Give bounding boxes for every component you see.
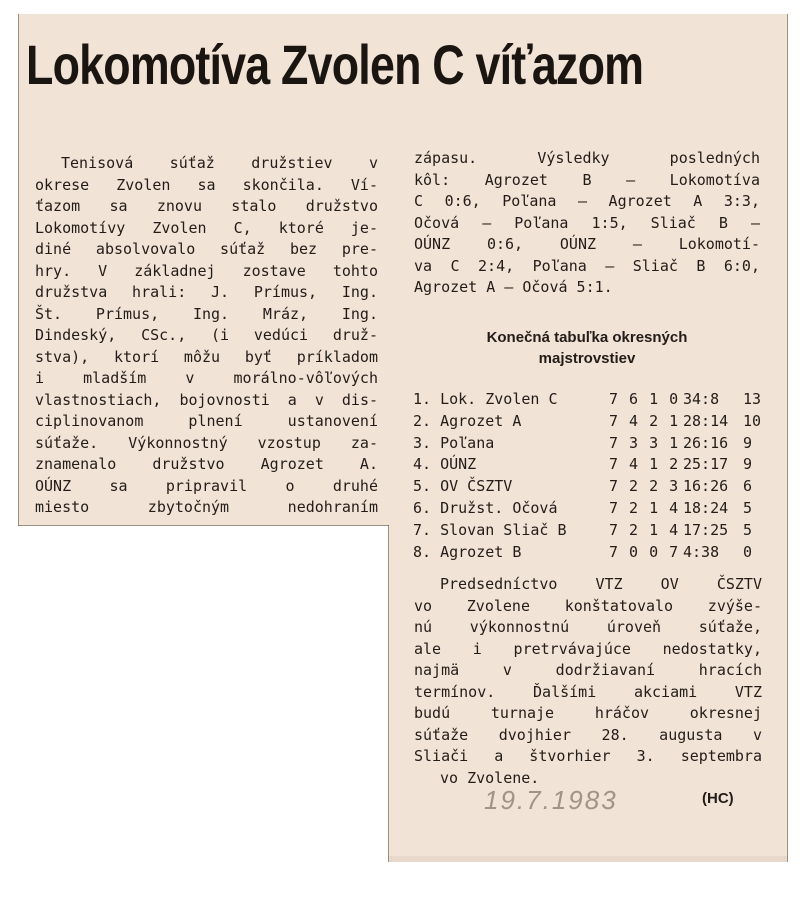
team-name: 1. Lok. Zvolen C xyxy=(413,390,558,408)
text-line: znamenalo družstvo Agrozet A. xyxy=(35,455,378,473)
points: 5 xyxy=(743,520,753,539)
cut-edge-left xyxy=(18,14,19,526)
author-signature: (HC) xyxy=(702,790,734,807)
match-record: 7 2 1 4 xyxy=(609,520,680,539)
team-name: 7. Slovan Sliač B xyxy=(413,520,567,539)
points: 9 xyxy=(743,433,753,452)
text-line: súťaže dvojhier 28. augusta v xyxy=(414,725,762,744)
match-record: 7 4 1 2 xyxy=(609,455,680,474)
text-line: OÚNZ sa pripravil o druhé xyxy=(35,476,378,495)
text-line: diné absolvovalo súťaž bez pre- xyxy=(35,240,378,258)
points: 13 xyxy=(743,390,762,408)
team-name: 3. Poľana xyxy=(413,433,495,452)
article-headline: Lokomotíva Zvolen C víťazom xyxy=(26,33,644,96)
set-score: 25:17 xyxy=(683,455,729,474)
text-line: kôl: Agrozet B — Lokomotíva xyxy=(414,170,760,189)
text-line: ale i pretrvávajúce nedostatky, xyxy=(414,639,762,658)
table-row xyxy=(413,476,773,498)
text-line: Tenisová súťaž družstiev v xyxy=(61,154,378,172)
team-name: 4. OÚNZ xyxy=(413,455,477,474)
text-line: Očová — Poľana 1:5, Sliač B — xyxy=(414,213,760,232)
text-line: va C 2:4, Poľana — Sliač B 6:0, xyxy=(414,256,760,275)
table-row xyxy=(413,498,773,520)
text-line: vo Zvolene. xyxy=(440,768,540,787)
team-name: 2. Agrozet A xyxy=(413,411,522,430)
cut-edge-inner xyxy=(388,525,389,862)
set-score: 26:16 xyxy=(683,433,729,452)
points: 5 xyxy=(743,498,753,517)
text-line: Predsedníctvo VTZ OV ČSZTV xyxy=(440,575,762,593)
set-score: 18:24 xyxy=(683,498,729,517)
text-line: Dindeský, CSc., (i vedúci druž- xyxy=(35,326,378,344)
text-line: Št. Prímus, Ing. Mráz, Ing. xyxy=(35,304,378,323)
text-line: okrese Zvolen sa skončila. Ví- xyxy=(35,175,378,194)
set-score: 34:8 xyxy=(683,390,720,408)
text-line: termínov. Ďalšími akciami VTZ xyxy=(414,682,762,701)
text-line: súťaže. Výkonnostný vzostup za- xyxy=(35,433,378,452)
team-name: 5. OV ČSZTV xyxy=(413,477,513,496)
text-line: budú turnaje hráčov okresnej xyxy=(414,704,762,722)
points: 10 xyxy=(743,411,762,430)
text-line: stva), ktorí môžu byť príkladom xyxy=(35,347,378,366)
text-line: zápasu. Výsledky posledných xyxy=(414,149,760,167)
points: 6 xyxy=(743,477,753,496)
cut-edge-step xyxy=(18,525,389,526)
standings-table xyxy=(413,389,773,563)
match-record: 7 3 3 1 xyxy=(609,433,680,452)
match-record: 7 2 2 3 xyxy=(609,477,680,496)
set-score: 4:38 xyxy=(683,542,720,561)
match-record: 7 0 0 7 xyxy=(609,542,680,561)
cut-edge-right xyxy=(787,14,788,862)
right-column-bottom xyxy=(414,574,762,789)
standings-table-title xyxy=(414,327,760,369)
table-row xyxy=(413,411,773,433)
text-line: C 0:6, Poľana — Agrozet A 3:3, xyxy=(414,192,760,210)
text-line: najmä v dodržiavaní hracích xyxy=(414,661,762,679)
set-score: 16:26 xyxy=(683,477,729,496)
team-name: 6. Družst. Očová xyxy=(413,498,558,517)
text-line: Agrozet A — Očová 5:1. xyxy=(414,278,613,296)
text-line: miesto zbytočným nedohraním xyxy=(35,498,378,516)
handwritten-date: 19.7.1983 xyxy=(484,785,618,815)
text-line: nú výkonnostnú úroveň súťaže, xyxy=(414,618,762,636)
text-line: vo Zvolene konštatovalo zvýše- xyxy=(414,596,762,615)
text-line: družstva hrali: J. Prímus, Ing. xyxy=(35,283,378,301)
table-row xyxy=(413,542,773,564)
text-line: Lokomotívy Zvolen C, ktoré je- xyxy=(35,218,378,237)
team-name: 8. Agrozet B xyxy=(413,542,522,561)
paper-bottom-edge xyxy=(388,856,788,862)
text-line: vlastnostiach, bojovnosti a v dis- xyxy=(35,390,378,409)
right-column-top xyxy=(414,148,760,299)
text-line: i mladším v morálno-vôľových xyxy=(35,369,378,387)
table-row xyxy=(413,454,773,476)
table-title-line-2: majstrovstiev xyxy=(538,350,636,367)
set-score: 17:25 xyxy=(683,520,729,539)
left-column xyxy=(35,153,378,519)
text-line: ťazom sa znovu stalo družstvo xyxy=(35,197,378,215)
text-line: OÚNZ 0:6, OÚNZ — Lokomotí- xyxy=(414,235,760,253)
match-record: 7 6 1 0 xyxy=(609,390,680,408)
points: 0 xyxy=(743,542,753,561)
table-row xyxy=(413,433,773,455)
text-line: ciplinovanom plnení ustanovení xyxy=(35,412,378,430)
text-line: hry. V základnej zostave tohto xyxy=(35,261,378,280)
match-record: 7 2 1 4 xyxy=(609,498,680,517)
table-title-line-1: Konečná tabuľka okresných xyxy=(486,329,688,346)
set-score: 28:14 xyxy=(683,411,729,430)
table-row xyxy=(413,389,773,411)
match-record: 7 4 2 1 xyxy=(609,411,680,430)
points: 9 xyxy=(743,455,753,474)
text-line: Sliači a štvorhier 3. septembra xyxy=(414,747,762,765)
table-row xyxy=(413,520,773,542)
